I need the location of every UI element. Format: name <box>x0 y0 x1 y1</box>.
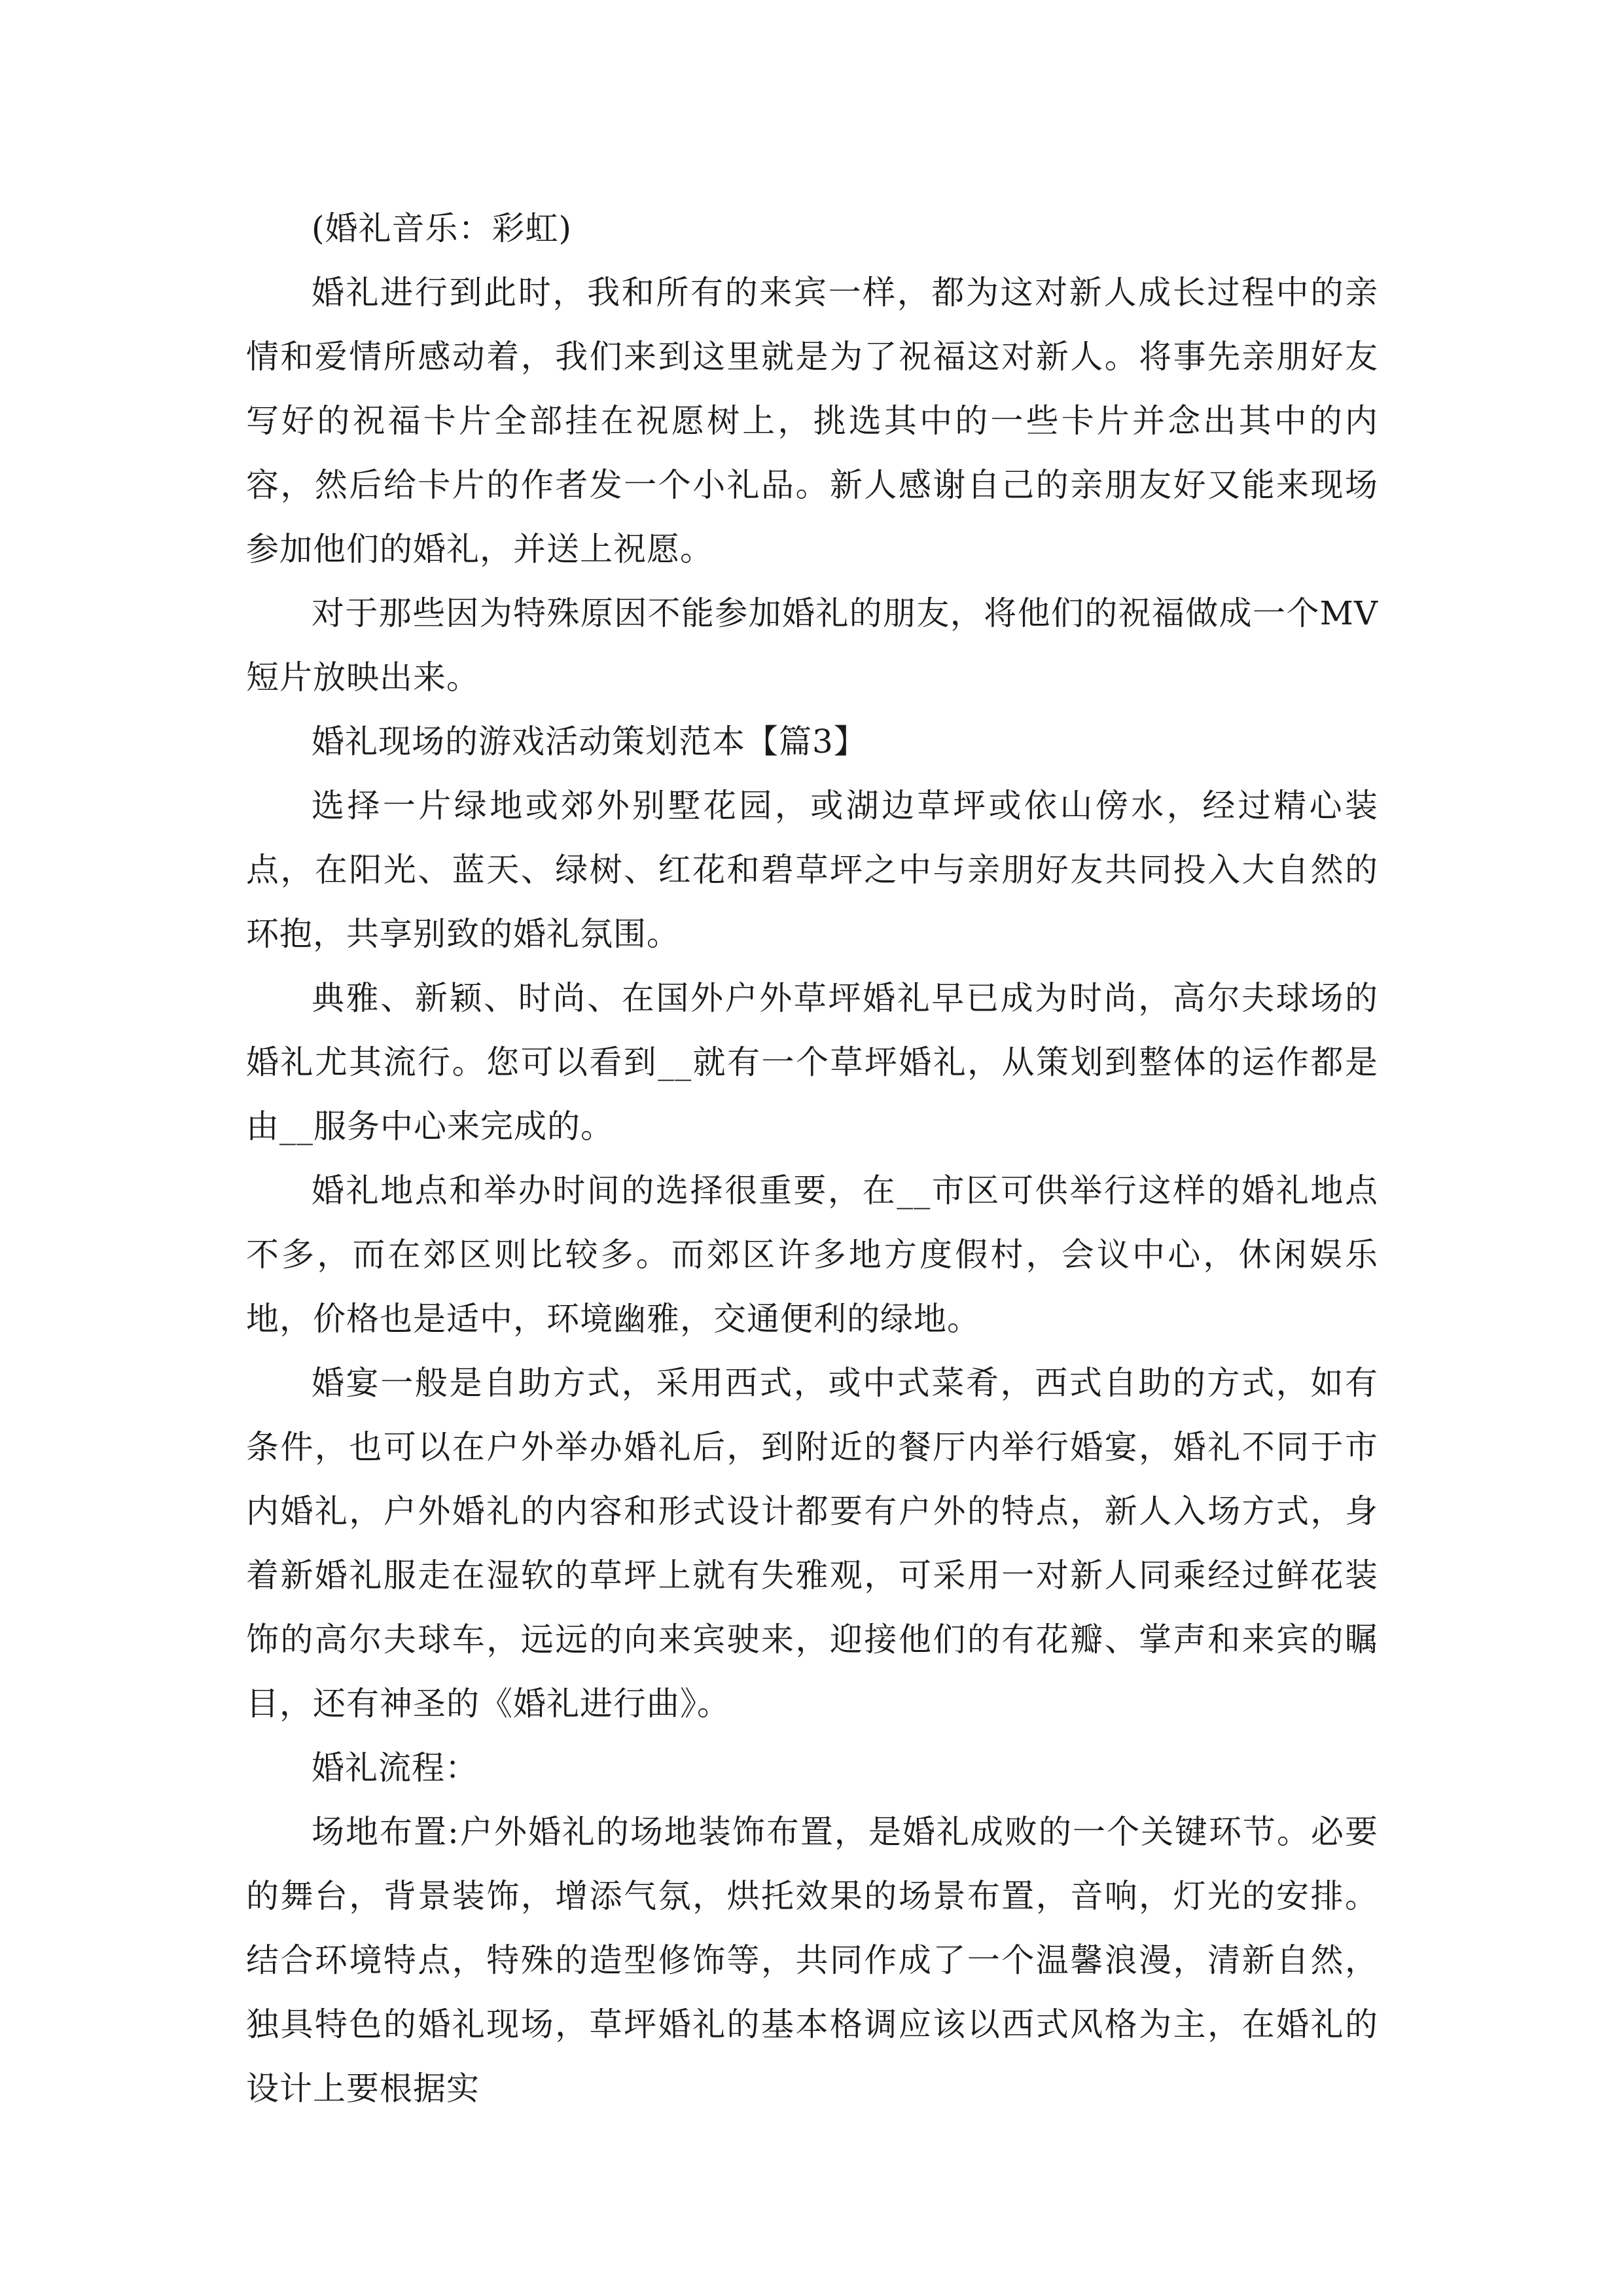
paragraph-banquet: 婚宴一般是自助方式，采用西式，或中式菜肴，西式自助的方式，如有条件，也可以在户外举办婚礼后，到附近的餐厅内举行婚宴，婚礼不同于市内婚礼，户外婚礼的内容和形式设计都要有户外的特点，新人入场方式，身着新婚礼服走在湿软的草坪上就有失雅观，可采用一对新人同乘经过鲜花装饰的高尔夫球车，远远的向来宾驶来，迎接他们的有花瓣、掌声和来宾的瞩目，还有神圣的《婚礼进行曲》。 <box>246 1364 1378 1723</box>
paragraph-location-time: 婚礼地点和举办时间的选择很重要，在__市区可供举行这样的婚礼地点不多，而在郊区则比较多。而郊区许多地方度假村，会议中心，休闲娱乐地，价格也是适中，环境幽雅，交通便利的绿地。 <box>246 1172 1378 1338</box>
paragraph-music-note: (婚礼音乐：彩虹) <box>312 209 573 247</box>
document-body <box>246 196 1378 2121</box>
paragraph-mv-video: 对于那些因为特殊原因不能参加婚礼的朋友，将他们的祝福做成一个MV短片放映出来。 <box>246 594 1378 696</box>
paragraph-lawn-wedding-trend: 典雅、新颖、时尚、在国外户外草坪婚礼早已成为时尚，高尔夫球场的婚礼尤其流行。您可以看到__就有一个草坪婚礼，从策划到整体的运作都是由__服务中心来完成的。 <box>246 979 1378 1145</box>
paragraph-venue-choice: 选择一片绿地或郊外别墅花园，或湖边草坪或依山傍水，经过精心装点，在阳光、蓝天、绿树、红花和碧草坪之中与亲朋好友共同投入大自然的环抱，共享别致的婚礼氛围。 <box>246 787 1378 953</box>
paragraph-process-heading: 婚礼流程： <box>312 1749 478 1787</box>
paragraph-wish-cards: 婚礼进行到此时，我和所有的来宾一样，都为这对新人成长过程中的亲情和爱情所感动着，我们来到这里就是为了祝福这对新人。将事先亲朋好友写好的祝福卡片全部挂在祝愿树上，挑选其中的一些卡片并念出其中的内容，然后给卡片的作者发一个小礼品。新人感谢自己的亲朋友好又能来现场参加他们的婚礼，并送上祝愿。 <box>246 274 1378 568</box>
paragraph-site-layout: 场地布置:户外婚礼的场地装饰布置，是婚礼成败的一个关键环节。必要的舞台，背景装饰，增添气氛，烘托效果的场景布置，音响，灯光的安排。结合环境特点，特殊的造型修饰等，共同作成了一个温馨浪漫，清新自然，独具特色的婚礼现场，草坪婚礼的基本格调应该以西式风格为主，在婚礼的设计上要根据实 <box>246 1813 1378 2108</box>
section-heading: 婚礼现场的游戏活动策划范本【篇3】 <box>312 723 867 761</box>
